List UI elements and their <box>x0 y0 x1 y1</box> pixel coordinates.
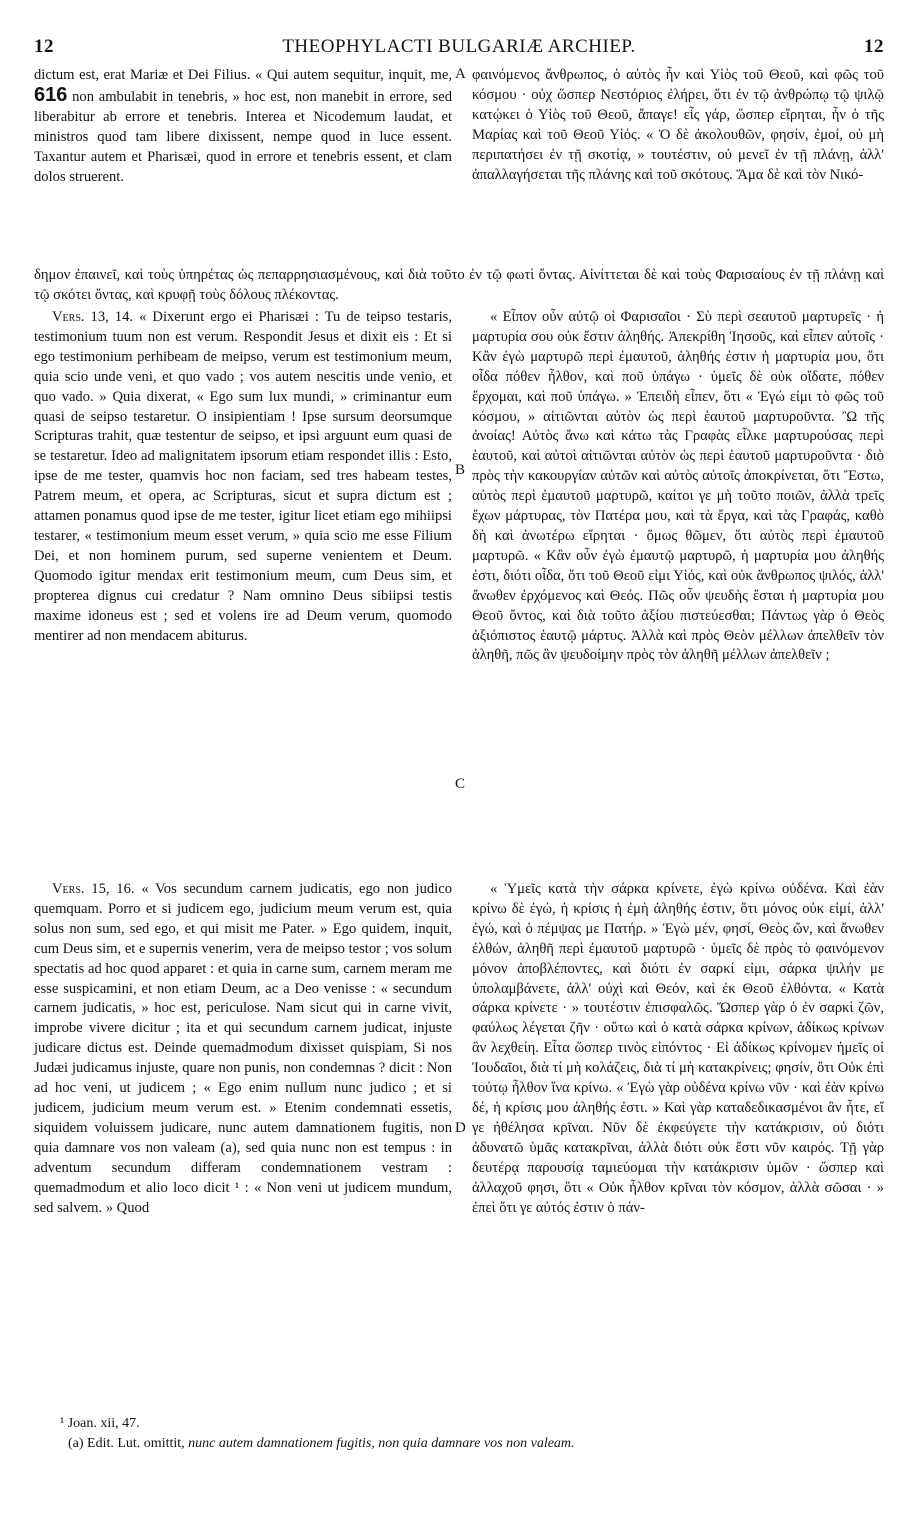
page-number-right: 12 <box>864 36 884 57</box>
running-title: THEOPHYLACTI BULGARIÆ ARCHIEP. <box>282 36 636 57</box>
full-width-greek-line <box>34 266 884 306</box>
latin-text: dictum est, erat Mariæ et Dei Filius. « Qui autem sequitur, inquit, me, <box>34 67 452 83</box>
greek-text: « Ὑμεῖς κατὰ τὴν σάρκα κρίνετε, ἐγὼ κρίνω οὐδένα. Καὶ ἐὰν κρίνω δὲ ἐγώ, ἡ κρίσις ἡ ἐμὴ ἀληθής ἐστιν, ὅτι μόνος οὐκ εἰμί, ἀλλ' ἐγώ, καὶ ὁ πέμψας με Πατήρ. » Ἐγὼ μέν, φησί, Θεὸς ὤν, καὶ ἄνωθεν ἐλθών, ἀληθῆ περὶ ἐμαυτοῦ μαρτυρῶ · ὑμεῖς δὲ πρὸς τὸ φαινόμενον μόνον ἀποβλέποντες, καὶ διότι ἐν σαρκί εἰμι, σάρκα ψιλήν με ὑπολαμβάνετε, ἀλλ' οὐχὶ καὶ Θεόν, καὶ ἐκ Θεοῦ ἐλθόντα. « Κατὰ σάρκα κρίνετε · » τουτέστιν ἐπισφαλῶς. Ὥσπερ γὰρ ὁ ἐν σαρκὶ ζῶν, φαύλως λέγεται ζῆν · οὕτω καὶ ὁ κατὰ σάρκα κρίνων, ἀδίκως κρίνων ἂν λεχθείη. Εἶτα ὥσπερ τινὸς εἰπόντος · Εἰ ἀδίκως κρίνομεν ἡμεῖς οἱ Ἰουδαῖοι, διὰ τί μὴ κολάζεις, διὰ τί μὴ κατακρίνεις; φησίν, ὅτι Οὐκ ἐπὶ τούτῳ ἦλθον ἵνα κρίνω. « Ἐγὼ γὰρ οὐδένα κρίνω νῦν · καὶ ἐὰν κρίνω δέ, ἡ κρίσις μου ἀληθής ἐστι. » Καὶ γὰρ καταδεδικασμένοι ἂν ἦτε, εἴ γε ἠθέλησα κρῖναι. Νῦν δὲ ἐκφεύγετε τὴν κατάκρισιν, οὐ διότι ἀδυνατῶ ὑμᾶς κατακρῖναι, ἀλλὰ διότι οὐκ ἔστι νῦν καιρός. Τῇ γὰρ δευτέρᾳ παρουσίᾳ ταμιεύομαι τὴν κατάκρισιν ὑμῶν · ὥσπερ καὶ ἀλλαχοῦ φησι, ὅτι « Οὐκ ἦλθον κρῖναι τὸν κόσμον, ἀλλὰ σῶσαι · » ἐπεὶ ὅτι γε αὐτός ἐστιν ὁ πάν- <box>472 881 884 1216</box>
latin-column-section-c <box>34 880 452 1218</box>
greek-column-section-a <box>472 66 884 185</box>
latin-text: « Vos secundum carnem judicatis, ego non judico quemquam. Porro et si judicem ego, judicium meum verum est, quia solus non sum, sed ego, et qui misit me Pater. » Ego quidem, inquit, cum Deus sim, et e supernis venerim, vera de meipso testor ; vos solum spectatis ad hoc quod apparet : et quia in carne sum, carnem meram me esse suspicamini, et non etiam Deum, ac a Deo venisse : « secundum carnem judicatis, » hoc est, periculose. Nam sicut qui in carne vivit, improbe vivere dicitur ; ita et qui secundum carnem judicat, injuste judicare dictus est. Deinde quemadmodum dixisset quispiam, Si nos Judæi judicamus injuste, quare non punis, non condemnas ? dicit : Non ad hoc veni, ut judicem ; « Ego enim nullum nunc judico ; et si judicem, judicium meum verum est. » Etenim condemnati essetis, siquidem voluissem judicare, nunc autem damnationem fugitis, non quia damnare vos non valeam (a), sed quia nunc non est tempus : in adventum secundum differam condemnationem vestram : quemadmodum et alio loco dicit ¹ : « Non veni ut judicem mundum, sed salvem. » Quod <box>34 881 452 1216</box>
margin-letter-b: B <box>455 462 466 478</box>
footnote-a-prefix: (a) Edit. Lut. omittit, <box>68 1436 185 1451</box>
latin-text: « Dixerunt ergo ei Pharisæi : Tu de teipso testaris, testimonium tuum non est verum. Respondit Jesus et dixit eis : Et si ego testimonium perhibeam de meipso, verum est testimonium meum, quia scio unde veni, et quo vado ; vos autem nescitis unde venio, et quo vado. » Quia dixerat, « Ego sum lux mundi, » criminantur eum quasi de seipso testaretur. O insipientiam ! Ipse sursum deorsumque Scripturas trahit, quæ testentur de seipso, et ipsi arguunt eum quasi de se testaretur. Ideo ad malignitatem ipsorum etiam respondet illis : Esto, ipse de me tester, quamvis hoc non faciam, sed tres habeam testes, Patrem meum, et opera, ac Scripturas, sicut et supra dictum est ; attamen ponamus quod ipse de me tester, igitur licet etiam ego mihiipsi testarer, « testimonium meum esset verum, » quia scio me esse Filium Dei, et non hominem purum, sed superne venientem et Deum. Quomodo igitur mendax erit testimonium meum, cum Deus sim, et propterea dignus cui credatur ? Nam omnino Deus sibiipsi testis maxime idoneus est ; sed et volens ire ad Deum verum, quomodo mentirer ad non mendacem abiturus. <box>34 309 453 644</box>
footnotes <box>34 1414 884 1454</box>
greek-text: φαινόμενος ἄνθρωπος, ὁ αὐτὸς ἦν καὶ Υἱὸς τοῦ Θεοῦ, καὶ φῶς τοῦ κόσμου · οὐχ ὥσπερ Νεστόριος ἐλήρει, ὅτι ἐν τῷ ἀνθρώπῳ τῷ ψιλῷ κατῴκει ὁ Υἱὸς τοῦ Θεοῦ, ἄπαγε! εἷς γάρ, ὥσπερ εἴρηται, ἦν ὁ τῆς Μαρίας καὶ τοῦ Θεοῦ Υἱός. « Ὁ δὲ ἀκολουθῶν, φησίν, ἐμοί, οὐ μὴ περιπατήσει ἐν τῇ σκοτίᾳ, » τουτέστιν, οὐ μενεῖ ἐν τῇ πλάνῃ, ἀλλ' ἀπαλλαγήσεται τῆς πλάνης καὶ τοῦ σκότους. Ἅμα δὲ καὶ τὸν Νικό- <box>472 67 884 183</box>
running-header <box>34 36 884 60</box>
footnote-1: ¹ Joan. xii, 47. <box>60 1416 140 1431</box>
margin-letter-a: A <box>455 66 466 82</box>
greek-text: « Εἶπον οὖν αὐτῷ οἱ Φαρισαῖοι · Σὺ περὶ σεαυτοῦ μαρτυρεῖς · ἡ μαρτυρία σου οὐκ ἔστιν ἀληθής. Ἀπεκρίθη Ἰησοῦς, καὶ εἶπεν αὐτοῖς · Κἂν ἐγὼ μαρτυρῶ περὶ ἐμαυτοῦ, ἀληθής ἐστιν ἡ μαρτυρία μου, ὅτι οἶδα πόθεν ἦλθον, καὶ ποῦ ὑπάγω · ὑμεῖς δὲ οὐκ οἴδατε, πόθεν ἔρχομαι, καὶ ποῦ ὑπάγω. » Ἐπειδὴ εἶπεν, ὅτι « Ἐγώ εἰμι τὸ φῶς τοῦ κόσμου, » αἰτιῶνται αὐτὸν ὡς περὶ ἑαυτοῦ μαρτυροῦντα. Ὢ τῆς ἀνοίας! Αὐτὸς ἄνω καὶ κάτω τὰς Γραφὰς εἷλκε μαρτυρούσας περὶ ἑαυτοῦ, καὶ αὐτοὶ αἰτιῶνται αὐτὸν ὡς περὶ ἑαυτοῦ μαρτυροῦντα · διὸ πρὸς τὴν κακουργίαν αὐτῶν καὶ αὐτὸς αὐτοῖς ἀποκρίνεται, ὅτι Ἔστω, αὐτὸς περὶ ἐμαυτοῦ μαρτυρῶ, καίτοι γε μὴ τοῦτο ποιῶν, ἀλλὰ τρεῖς ἔχων μάρτυρας, τὸν Πατέρα μου, καὶ τὰ ἔργα, καὶ τὰς Γραφάς, καθὸ δὴ καὶ ἀνωτέρω εἴρηται · ὅμως θῶμεν, ὅτι αὐτὸς περὶ ἐμαυτοῦ μαρτυρῶ. « Κἂν οὖν ἐγὼ ἐμαυτῷ μαρτυρῶ, ἡ μαρτυρία μου ἀληθής ἐστι, διότι οἶδα, ὅτι τοῦ Θεοῦ εἰμι Υἱός, καὶ οὐκ ἄνθρωπος ψιλός, ἀλλ' ἄνωθεν ἐρχόμενος καὶ Θεός. Πῶς οὖν ψευδὴς ἔσται ἡ μαρτυρία μου Θεοῦ ὄντος, καὶ διὰ τοῦτο ἀξίου πιστεύεσθαι; Πάντως γὰρ ὁ Θεὸς ἀξιόπιστος ἑαυτῷ μάρτυς. Ἀλλὰ καὶ πρὸς Θεὸν μέλλων ἀπελθεῖν τὸν ἀληθῆ, πῶς ἂν ψευδοίμην πρὸς τὸν ἀληθῆ μέλλων ἀπελθεῖν ; <box>472 309 884 664</box>
greek-text: δημον ἐπαινεῖ, καὶ τοὺς ὑπηρέτας ὡς πεπαρρησιασμένους, καὶ διὰ τοῦτο ἐν τῷ φωτὶ ὄντας. Αἰνίττεται δὲ καὶ τοὺς Φαρισαίους ἐν τῇ πλάνῃ καὶ τῷ σκότει ὄντας, καὶ κρυφῇ τοὺς δόλους πλέκοντας. <box>34 267 884 303</box>
margin-letter-c: C <box>455 776 466 792</box>
verse-reference: Vers. 13, 14. <box>52 309 134 325</box>
latin-text: non ambulabit in tenebris, » hoc est, non manebit in errore, sed liberabitur ab errore et tenebris. Interea et Nicodemum laudat, et ministros quod tam libere dixissent, nempe quod in luce essent. Taxantur autem et Pharisæi, quod in errore et tenebris essent, et clam dolos struerent. <box>34 88 452 185</box>
latin-column-section-a <box>34 66 452 187</box>
footnote-a-italic: nunc autem damnationem fugitis, non quia damnare vos non valeam. <box>188 1436 575 1451</box>
page-number-left: 12 <box>34 36 54 57</box>
verse-reference: Vers. 15, 16. <box>52 881 135 897</box>
latin-column-section-b <box>34 308 452 646</box>
margin-letter-d: D <box>455 1120 466 1136</box>
footnote-a <box>34 1434 884 1454</box>
column-number: 616 <box>34 83 68 106</box>
greek-column-section-c <box>472 880 884 1218</box>
greek-column-section-b <box>472 308 884 666</box>
